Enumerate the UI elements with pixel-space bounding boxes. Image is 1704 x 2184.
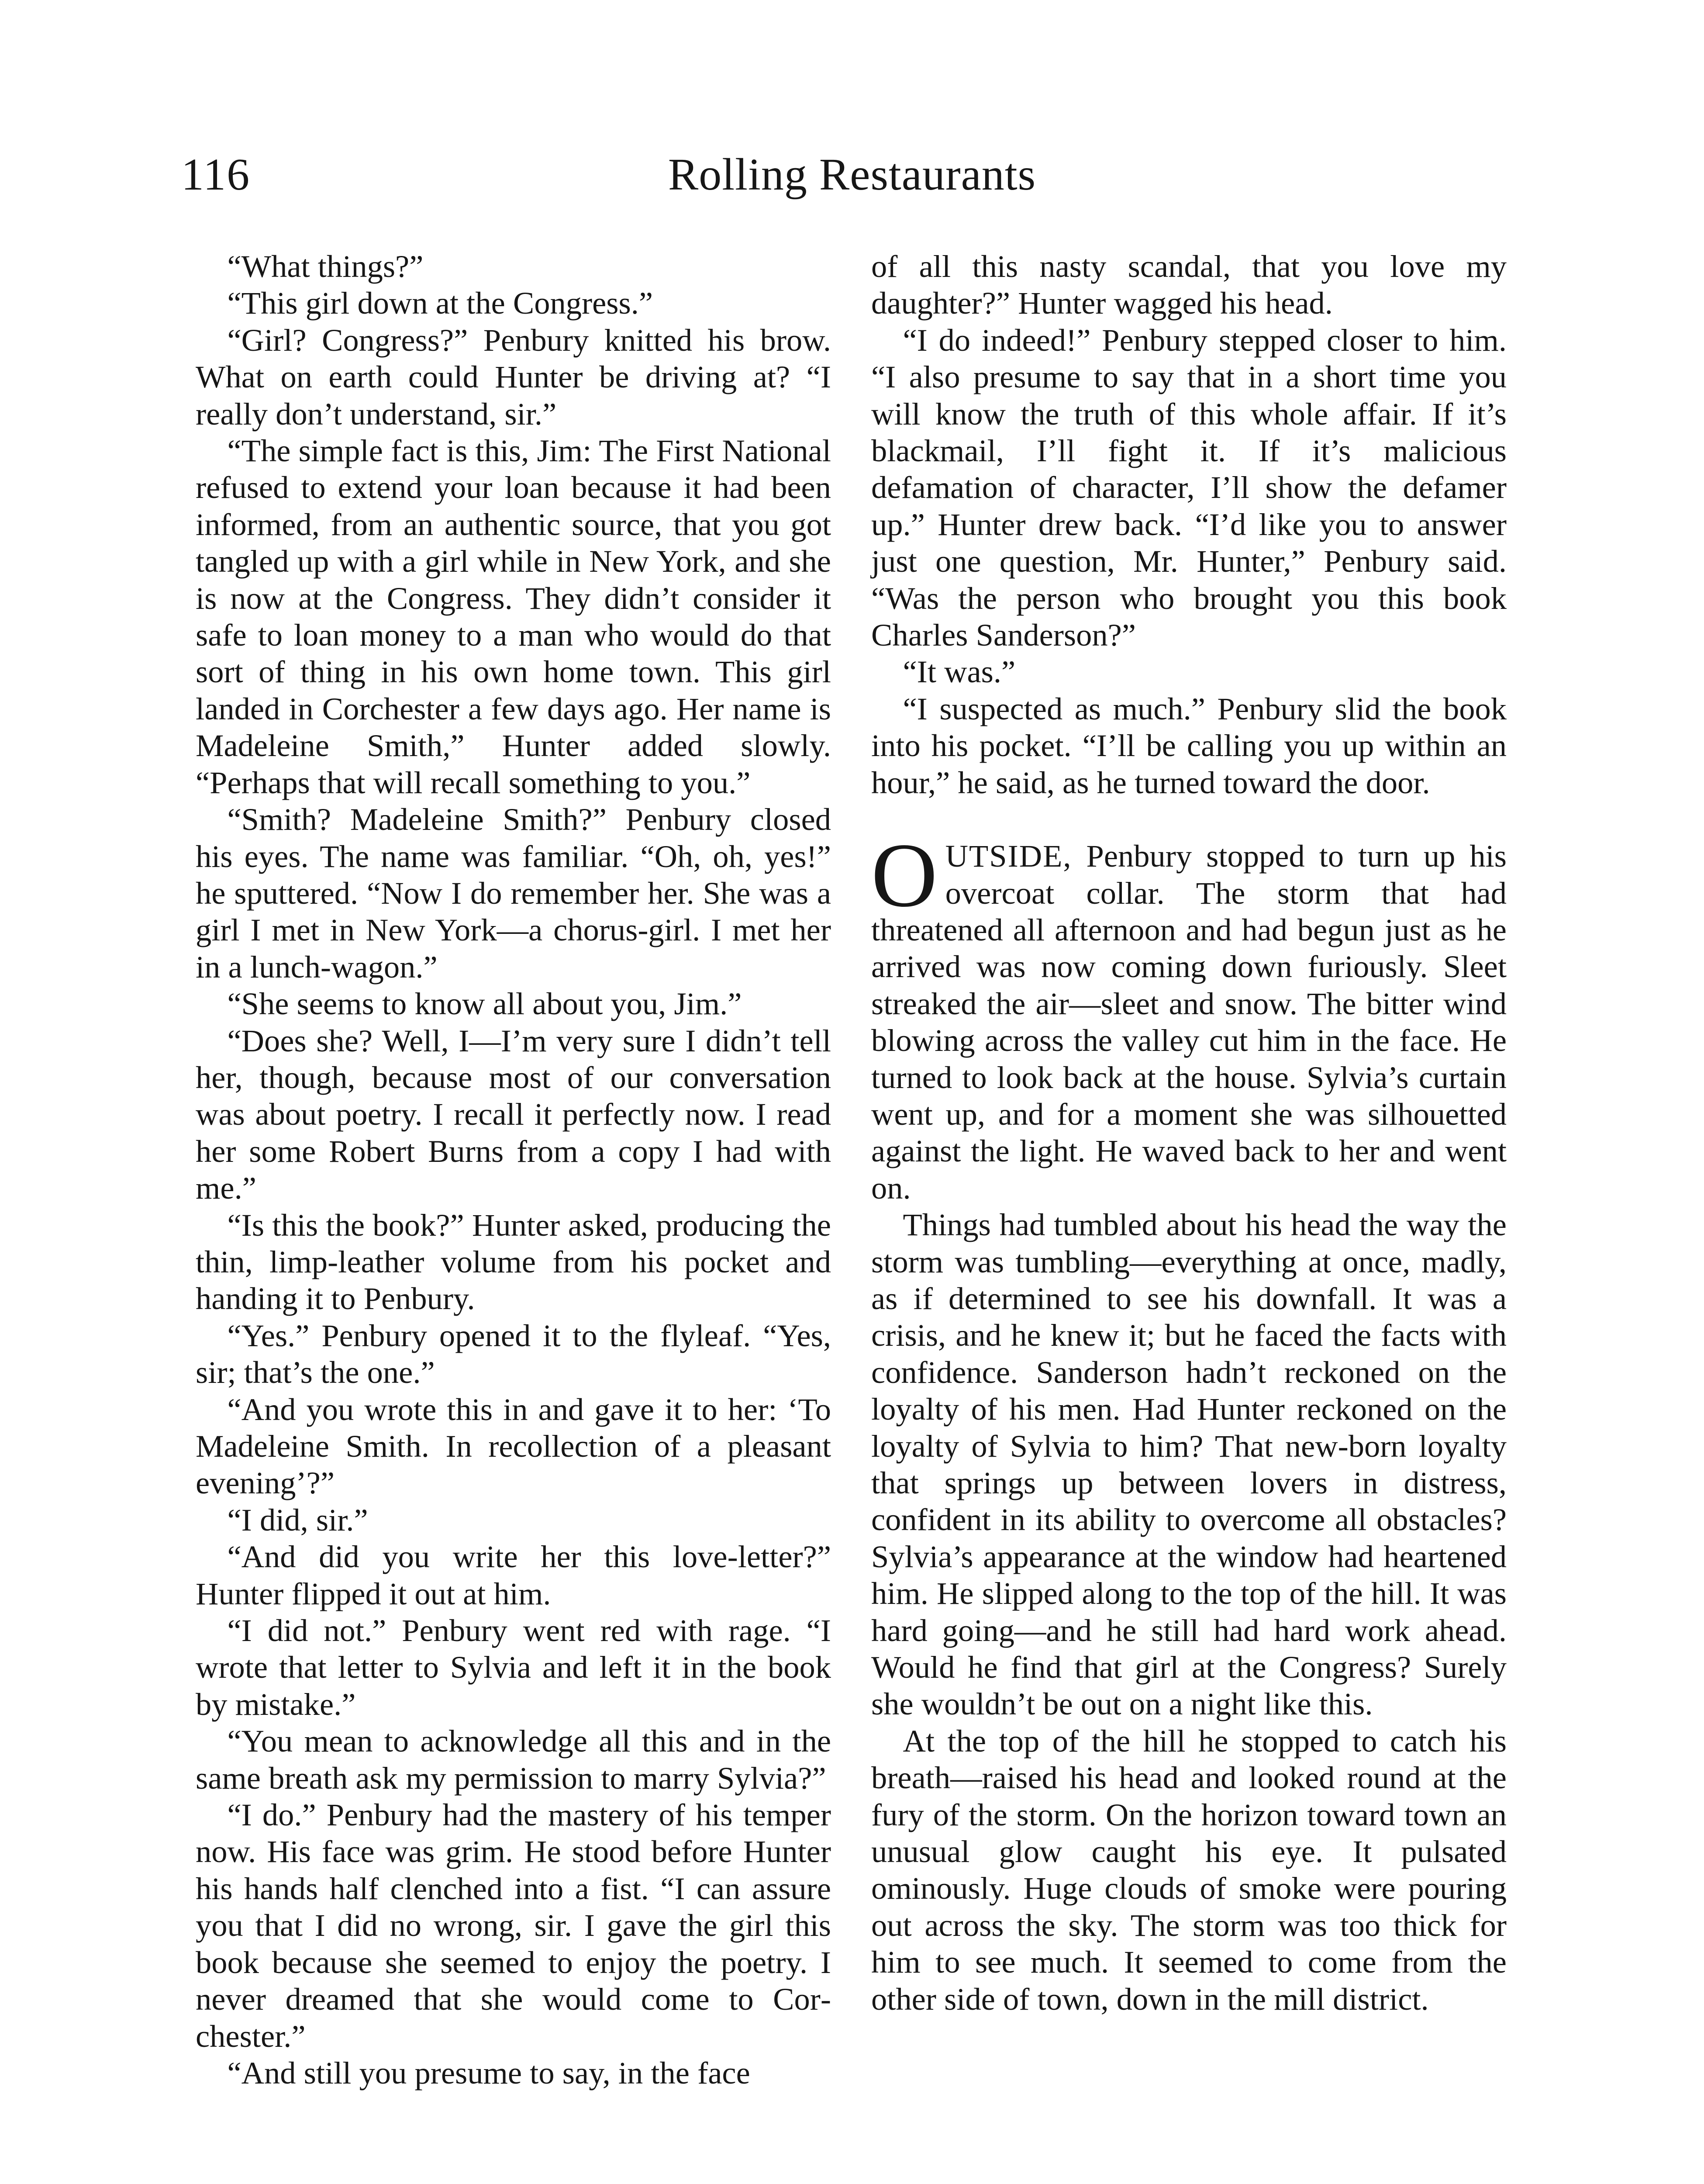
paragraph: “Girl? Congress?” Penbury knitted his brow. What on earth could Hunter be driving at? “I really don’t understand, sir.” — [196, 322, 831, 432]
paragraph: “Does she? Well, I—I’m very sure I didn’t tell her, though, because most of our conversation was about poetry. I recall it perfectly now. I read her some Robert Burns from a copy I had with me.” — [196, 1023, 831, 1206]
paragraph: “Is this the book?” Hunter asked, producing the thin, limp-leather volume from his pocket and handing it to Penbury. — [196, 1207, 831, 1317]
paragraph: “And you wrote this in and gave it to her: ‘To Madeleine Smith. In recollection of a pleasant evening’?” — [196, 1391, 831, 1501]
left-column — [196, 248, 831, 2091]
paragraph: “The simple fact is this, Jim: The First National refused to extend your loan because it had been informed, from an authentic source, that you got tangled up with a girl while in New York, and she is now at the Congress. They didn’t consider it safe to loan money to a man who would do that sort of thing in his own home town. This girl landed in Corchester a few days ago. Her name is Madeleine Smith,” Hunter added slowly. “Perhaps that will recall something to you.” — [196, 433, 831, 800]
opening-text: Penbury stopped to turn up his overcoat collar. The storm that had threatened all afternoon and had begun just as he arrived was now coming down furiously. Sleet streaked the air—sleet and snow. The bitter wind blowing across the valley cut him in the face. He turned to look back at the house. Sylvia’s curtain went up, and for a moment she was silhouetted against the light. He waved back to her and went on. — [871, 838, 1507, 1206]
section-opening-paragraph — [871, 825, 1507, 1206]
paragraph: “She seems to know all about you, Jim.” — [227, 986, 742, 1022]
paragraph: “I do indeed!” Penbury stepped closer to him. “I also presume to say that in a short time you will know the truth of this whole affair. If it’s blackmail, I’ll fight it. If it’s malicious defamation of character, I’ll show the defamer up.” Hunter drew back. “I’d like you to answer just one question, Mr. Hunter,” Penbury said. “Was the person who brought you this book Charles Sanderson?” — [871, 322, 1507, 653]
paragraph: “And did you write her this love-letter?” Hunter flipped it out at him. — [196, 1539, 831, 1611]
paragraph: “It was.” — [903, 654, 1016, 690]
running-title: Rolling Restaurants — [668, 149, 1036, 200]
lead-in-caps: UTSIDE, — [945, 838, 1072, 874]
paragraph: “Smith? Madeleine Smith?” Penbury closed his eyes. The name was familiar. “Oh, oh, yes!” he sputtered. “Now I do remember her. She was a girl I met in New York—a chorus-girl. I met her in a lunch-wagon.” — [196, 802, 831, 985]
paragraph: Things had tumbled about his head the way the storm was tumbling—everything at once, madly, as if determined to see his downfall. It was a crisis, and he knew it; but he faced the facts with confidence. Sanderson hadn’t reckoned on the loyalty of his men. Had Hunter reckoned on the loyalty of Sylvia to him? That new-born loyalty that springs up between lovers in distress, confident in its ability to overcome all obstacles? Sylvia’s appearance at the window had heartened him. He slipped along to the top of the hill. It was hard going—and he still had hard work ahead. Would he find that girl at the Congress? Surely she wouldn’t be out on a night like this. — [871, 1207, 1507, 1722]
paragraph: “Yes.” Penbury opened it to the flyleaf. “Yes, sir; that’s the one.” — [196, 1317, 831, 1390]
paragraph: “What things?” — [227, 249, 424, 284]
paragraph: “And still you presume to say, in the face — [227, 2055, 750, 2091]
paragraph: At the top of the hill he stopped to catch his breath—raised his head and looked round at the fury of the storm. On the horizon toward town an unusual glow caught his eye. It pulsated ominously. Huge clouds of smoke were pouring out across the sky. The storm was too thick for him to see much. It seemed to come from the other side of town, down in the mill district. — [871, 1723, 1507, 2017]
continued-paragraph: of all this nasty scandal, that you love my daughter?” Hunter wagged his head. — [871, 249, 1507, 321]
paragraph: “I suspected as much.” Penbury slid the book into his pocket. “I’ll be calling you up within an hour,” he said, as he turned toward the door. — [871, 691, 1507, 800]
paragraph: “I did, sir.” — [227, 1502, 368, 1538]
paragraph: “I did not.” Penbury went red with rage. “I wrote that letter to Sylvia and left it in the book by mistake.” — [196, 1613, 831, 1722]
drop-cap: O — [871, 825, 938, 926]
page-number: 116 — [181, 149, 251, 200]
right-column — [871, 248, 1507, 2018]
paragraph: “You mean to acknowledge all this and in the same breath ask my permission to marry Sylvia?” — [196, 1723, 831, 1796]
paragraph: “I do.” Penbury had the mastery of his temper now. His face was grim. He stood before Hunter his hands half clenched into a fist. “I can assure you that I did no wrong, sir. I gave the girl this book because she seemed to enjoy the poetry. I never dreamed that she would come to Corchester.” — [196, 1797, 831, 2054]
section-break — [871, 801, 1507, 838]
paragraph: “This girl down at the Congress.” — [227, 285, 653, 321]
